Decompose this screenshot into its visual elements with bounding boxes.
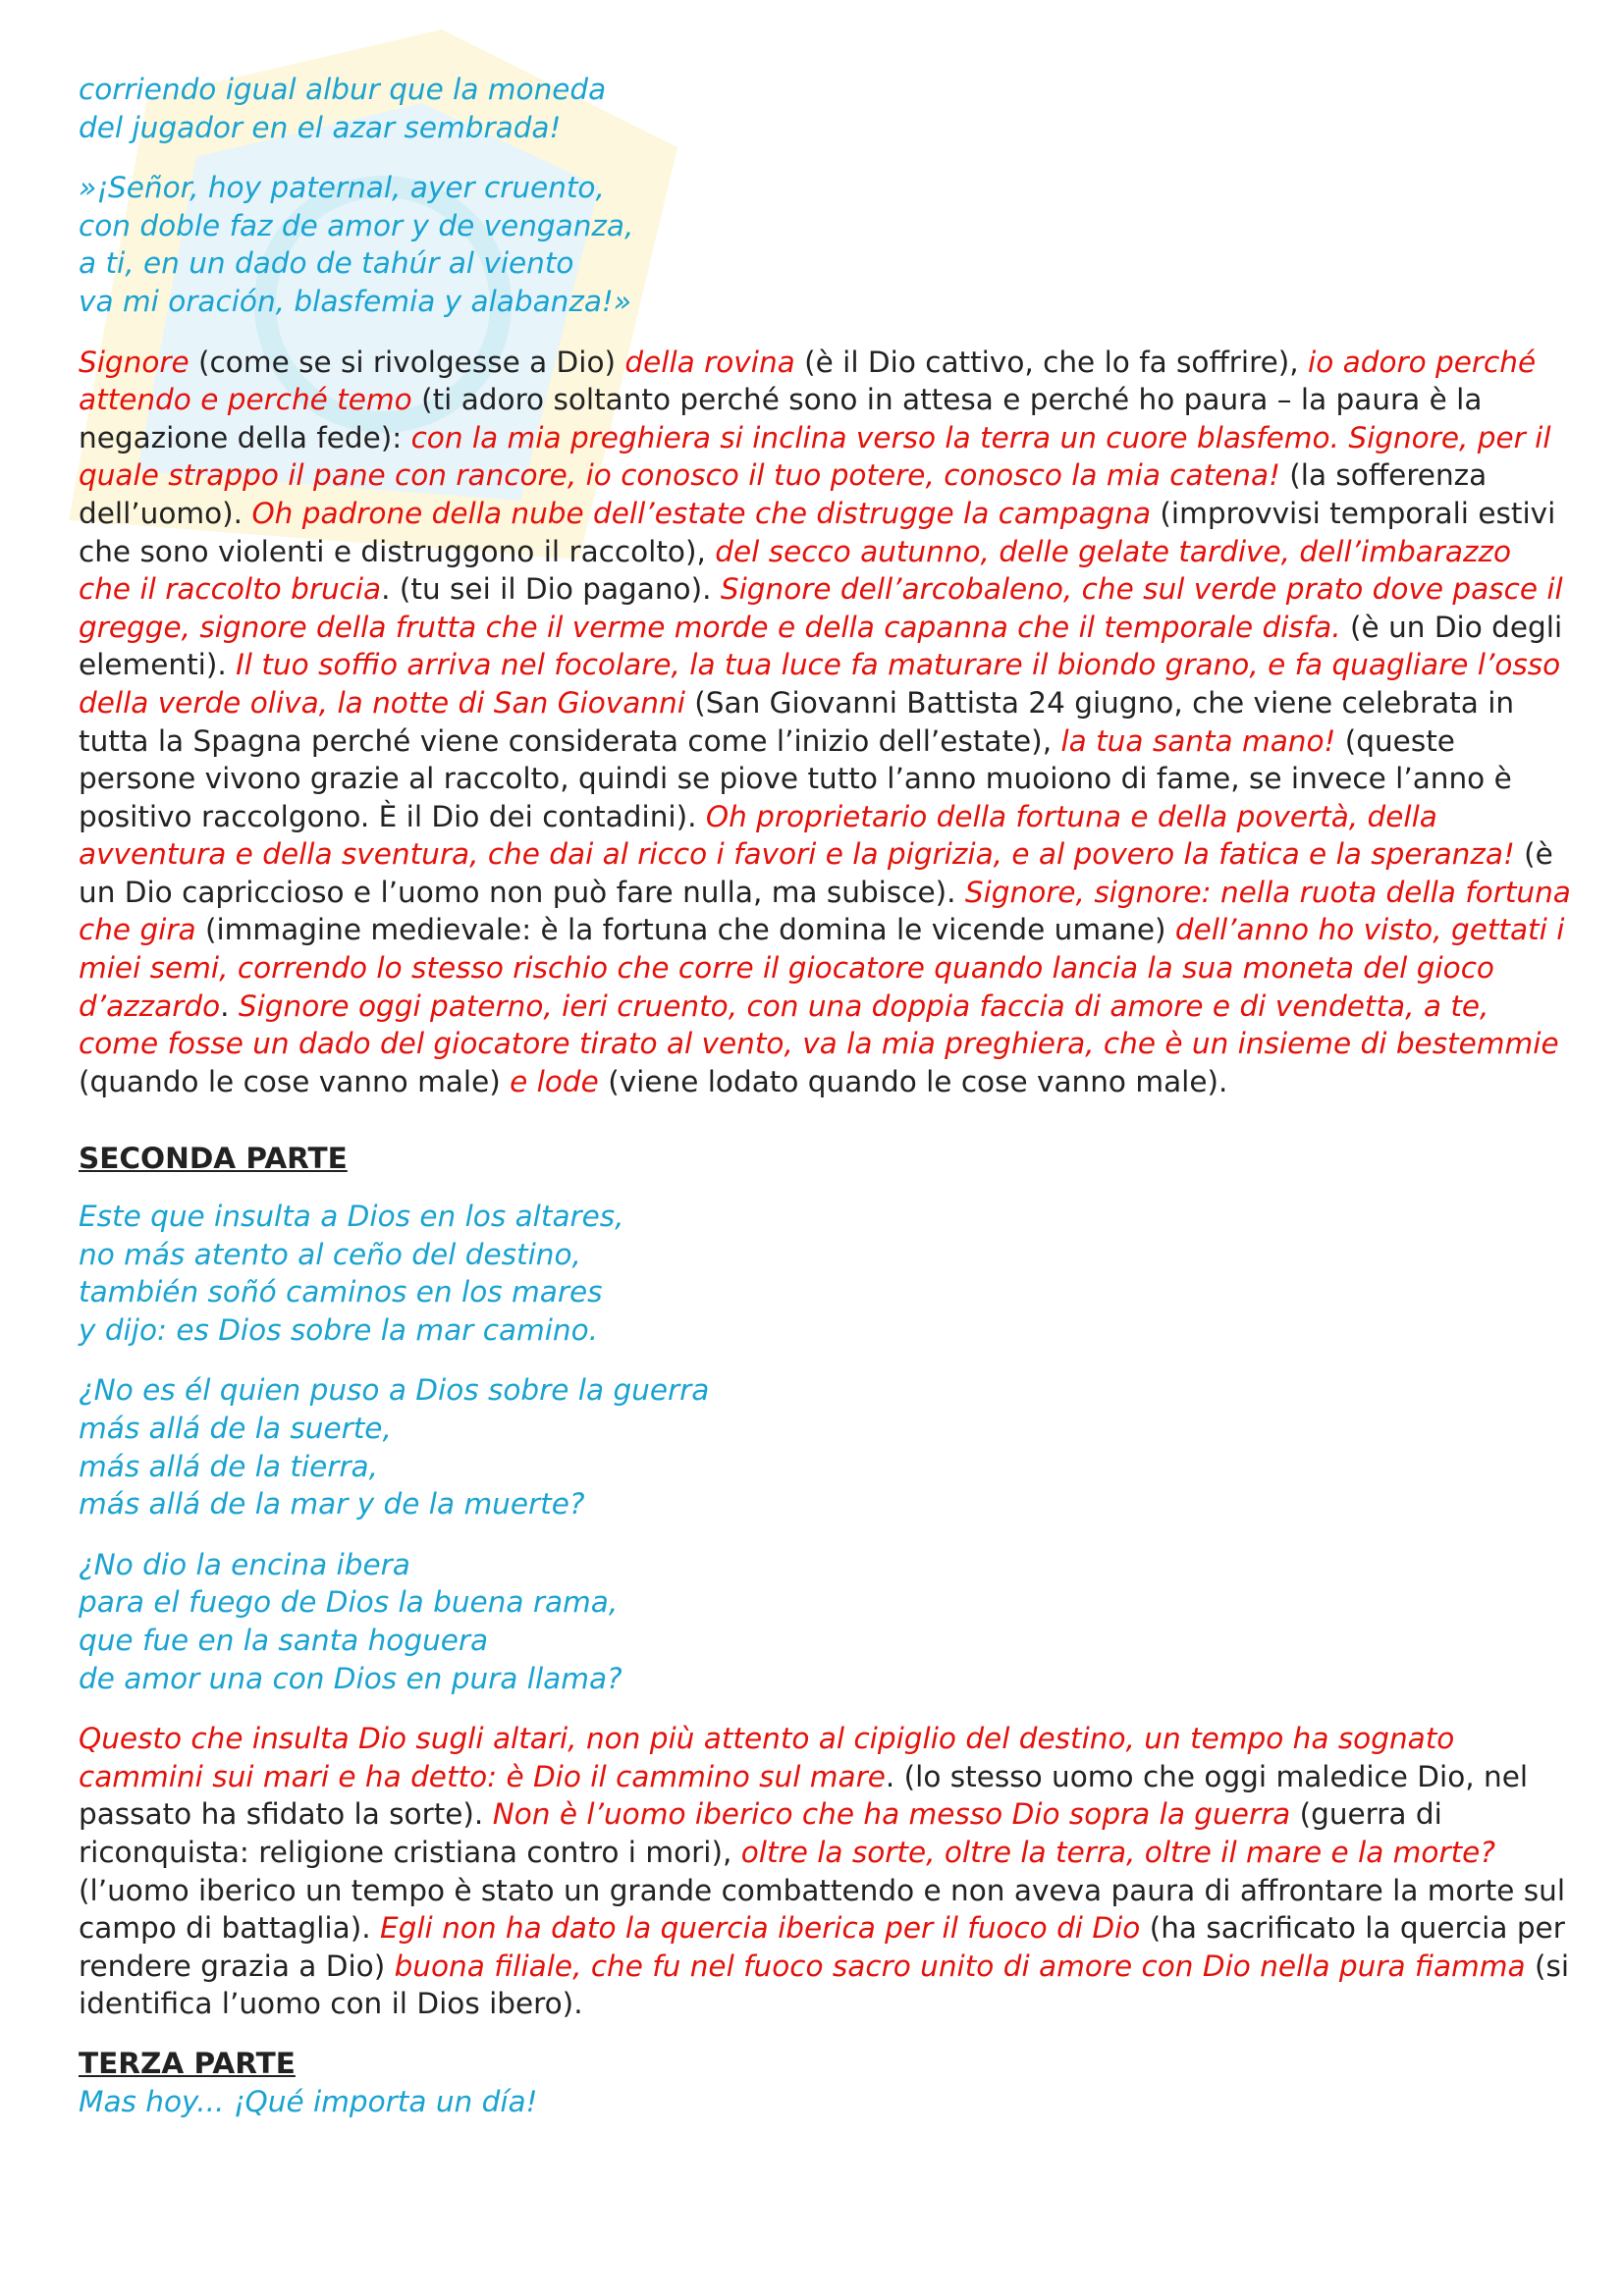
commentary: (improvvisi temporali estivi che sono violenti e distruggono il raccolto), — [79, 496, 1556, 568]
section-heading-seconda-parte: SECONDA PARTE — [79, 1142, 348, 1176]
italian-translation: e lode — [510, 1064, 599, 1098]
spanish-stanza-4 — [79, 1371, 1571, 1522]
spanish-stanza-5 — [79, 1546, 1571, 1697]
commentary: (è un Dio degli elementi). — [79, 610, 1563, 682]
commentary: (viene lodato quando le cose vanno male). — [598, 1064, 1228, 1098]
commentary: (è un Dio capriccioso e l’uomo non può fare nulla, ma subisce). — [79, 837, 1553, 909]
spanish-stanza-1 — [79, 71, 1571, 146]
verse-line: para el fuego de Dios la buena rama, — [79, 1585, 619, 1620]
verse-line: Este que insulta a Dios en los altares, — [79, 1200, 624, 1234]
verse-line: a ti, en un dado de tahúr al viento — [79, 246, 574, 281]
italian-translation: buona filiale, che fu nel fuoco sacro unito di amore con Dio nella pura fiamma — [394, 1949, 1526, 1983]
spanish-stanza-6 — [79, 2083, 1571, 2121]
verse-line: del jugador en el azar sembrada! — [79, 110, 562, 144]
italian-translation: Oh proprietario della fortuna e della povertà, della avventura e della sventura, che dai al ricco i favori e la pigrizia, e al povero la fatica e la speranza! — [79, 799, 1515, 872]
verse-line: no más atento al ceño del destino, — [79, 1237, 581, 1271]
verse-line: Mas hoy... ¡Qué importa un día! — [79, 2084, 538, 2118]
verse-line: más allá de la suerte, — [79, 1412, 392, 1445]
commentary: (ti adoro soltanto perché sono in attesa e perché ho paura – la paura è la negazione della fede): — [79, 383, 1483, 454]
italian-translation: della rovina — [624, 345, 795, 379]
section-heading-terza-parte: TERZA PARTE — [79, 2046, 296, 2080]
italian-translation: oltre la sorte, oltre la terra, oltre il mare e la morte? — [740, 1835, 1495, 1869]
italian-translation: Signore oggi paterno, ieri cruento, con una doppia faccia di amore e di vendetta, a te, come fosse un dado del giocatore tirato al vento, va la mia preghiera, che è un insieme di bestemmie — [79, 988, 1559, 1061]
spanish-stanza-2 — [79, 169, 1571, 320]
document-page — [79, 71, 1571, 2143]
commentary: (la sofferenza dell’uomo). — [79, 458, 1488, 530]
commentary: (quando le cose vanno male) — [79, 1064, 511, 1098]
verse-line: ¿No dio la encina ibera — [79, 1547, 410, 1581]
italian-translation: io adoro perché attendo e perché temo — [79, 345, 1537, 417]
italian-translation: Egli non ha dato la quercia iberica per il fuoco di Dio — [379, 1911, 1141, 1946]
commentary: (l’uomo iberico un tempo è stato un grande combattendo e non aveva paura di affrontare la morte sul campo di battaglia). — [79, 1873, 1566, 1946]
translation-commentary-2 — [79, 1720, 1571, 2023]
verse-line: »¡Señor, hoy paternal, ayer cruento, — [79, 171, 605, 205]
italian-translation: la tua santa mano! — [1060, 723, 1336, 758]
commentary: (si identifica l’uomo con il Dios ibero). — [79, 1949, 1570, 2021]
italian-translation: Questo che insulta Dio sugli altari, non più attento al cipiglio del destino, un tempo ha sognato cammini sui mari e ha detto: è Dio il cammino sul mare — [79, 1722, 1455, 1793]
verse-line: y dijo: es Dios sobre la mar camino. — [79, 1312, 599, 1347]
italian-translation: Signore, signore: nella ruota della fortuna che gira — [79, 875, 1571, 947]
verse-line: va mi oración, blasfemia y alabanza!» — [79, 284, 631, 318]
verse-line: de amor una con Dios en pura llama? — [79, 1661, 622, 1695]
italian-translation: Signore dell’arcobaleno, che sul verde prato dove pasce il gregge, signore della frutta che il verme morde e della capanna che il temporale disfa. — [79, 572, 1563, 644]
commentary: . (tu sei il Dio pagano). — [381, 572, 721, 607]
italian-translation: del secco autunno, delle gelate tardive, dell’imbarazzo che il raccolto brucia — [79, 534, 1512, 607]
translation-commentary-1 — [79, 344, 1571, 1101]
commentary: (ha sacrificato la quercia per rendere grazia a Dio) — [79, 1911, 1565, 1983]
italian-translation: con la mia preghiera si inclina verso la terra un cuore blasfemo. Signore, per il quale strappo il pane con rancore, io conosco il tuo potere, conosco la mia catena! — [79, 420, 1551, 493]
commentary: (è il Dio cattivo, che lo fa soffrire), — [794, 345, 1309, 379]
italian-translation: Il tuo soffio arriva nel focolare, la tua luce fa maturare il biondo grano, e fa quagliare l’osso della verde oliva, la notte di San Giovanni — [79, 648, 1561, 720]
verse-line: ¿No es él quien puso a Dios sobre la guerra — [79, 1373, 710, 1408]
verse-line: más allá de la mar y de la muerte? — [79, 1487, 585, 1522]
commentary: (immagine medievale: è la fortuna che domina le vicende umane) — [195, 913, 1175, 947]
italian-translation: Non è l’uomo iberico che ha messo Dio sopra la guerra — [492, 1797, 1291, 1832]
verse-line: que fue en la santa hoguera — [79, 1623, 489, 1657]
italian-translation: Oh padrone della nube dell’estate che distrugge la campagna — [251, 496, 1152, 530]
commentary: . — [220, 988, 239, 1023]
italian-translation: dell’anno ho visto, gettati i miei semi, correndo lo stesso rischio che corre il giocatore quando lancia la sua moneta del gioco d’azzardo — [79, 913, 1565, 1023]
commentary: (come se si rivolgesse a Dio) — [189, 345, 625, 379]
verse-line: también soñó caminos en los mares — [79, 1275, 603, 1309]
commentary: (queste persone vivono grazie al raccolto, quindi se piove tutto l’anno muoiono di fame, se invece l’anno è positivo raccolgono. È il Dio dei contadini). — [79, 723, 1512, 833]
spanish-stanza-3 — [79, 1198, 1571, 1349]
verse-line: con doble faz de amor y de venganza, — [79, 208, 634, 242]
italian-translation: Signore — [79, 345, 189, 379]
commentary: (guerra di riconquista: religione cristiana contro i mori), — [79, 1797, 1442, 1869]
commentary: (San Giovanni Battista 24 giugno, che viene celebrata in tutta la Spagna perché viene considerata come l’inizio dell’estate), — [79, 685, 1515, 758]
commentary: . (lo stesso uomo che oggi maledice Dio, nel passato ha sfidato la sorte). — [79, 1759, 1529, 1832]
verse-line: más allá de la tierra, — [79, 1449, 379, 1483]
verse-line: corriendo igual albur que la moneda — [79, 73, 607, 106]
